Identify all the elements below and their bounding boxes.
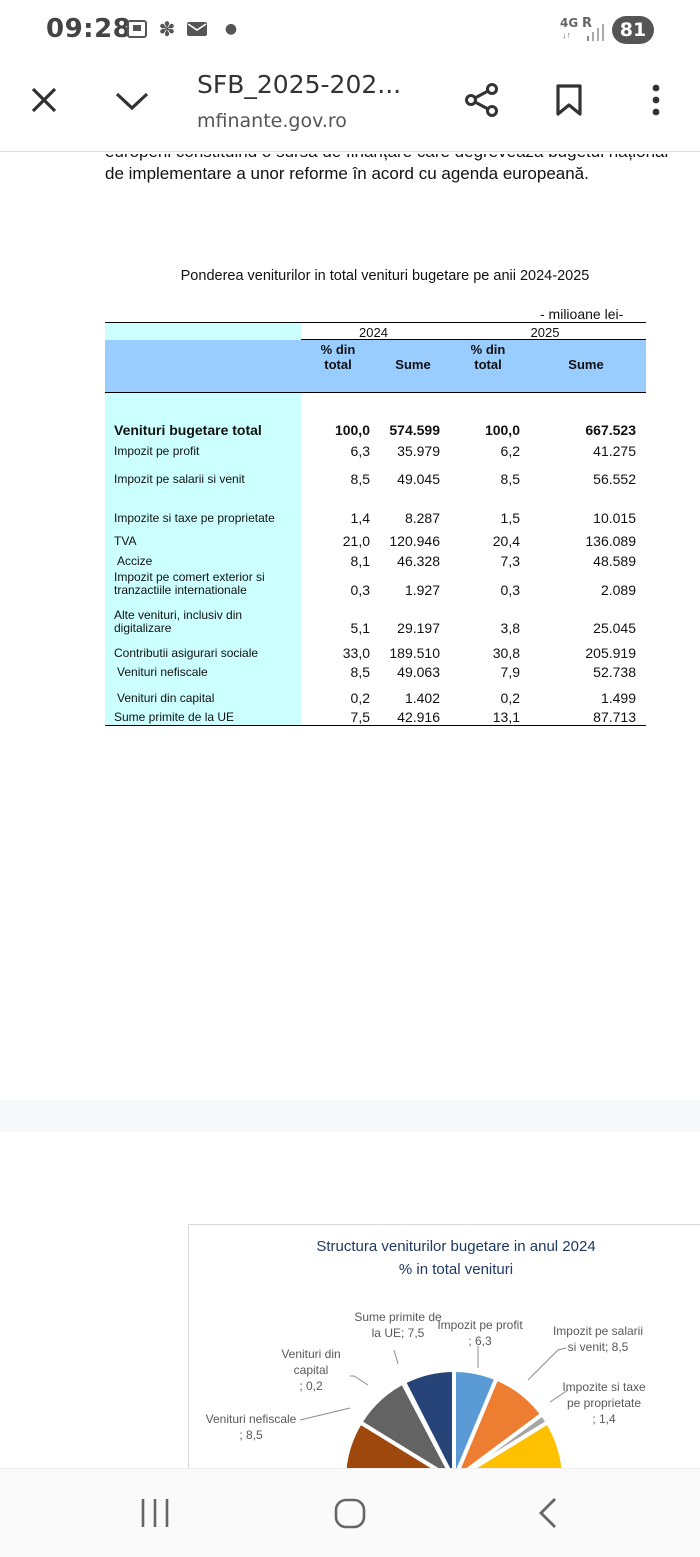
table-cell: 52.738 (593, 664, 636, 680)
table-top-rule (105, 322, 646, 323)
row-label (114, 535, 299, 548)
pie-data-label (556, 1379, 652, 1427)
table-cell: 100,0 (334, 422, 370, 438)
table-cell: 0,2 (350, 690, 370, 706)
row-label-line: Contributii asigurari sociale (114, 646, 259, 660)
table-cell: 56.552 (593, 471, 636, 487)
table-cell: 33,0 (342, 645, 370, 661)
table-cell: 20,4 (492, 533, 520, 549)
table-cell: 0,3 (350, 582, 370, 598)
table-bottom-rule (105, 725, 646, 726)
chart-title: Structura veniturilor bugetare in anul 2024 (316, 1238, 596, 1255)
row-label-line: digitalizare (114, 621, 172, 635)
leader-line (350, 1376, 368, 1385)
pie-data-label-line: ; 6,3 (468, 1334, 492, 1348)
table-cell: 7,9 (500, 664, 520, 680)
mail-icon (186, 18, 208, 40)
year-header: 2025 (530, 325, 560, 340)
pie-data-label-line: Impozit pe profit (437, 1318, 523, 1332)
close-icon[interactable] (28, 84, 60, 121)
table-unit: - milioane lei- (540, 306, 624, 322)
row-label-line: Sume primite de la UE (114, 710, 235, 724)
row-label-line: tranzactiile internationale (114, 583, 247, 597)
table-cell: 29.197 (397, 620, 440, 636)
row-label (114, 445, 299, 458)
table-cell: 87.713 (593, 709, 636, 725)
more-vert-icon[interactable] (648, 82, 664, 123)
table-cell: 8,5 (500, 471, 520, 487)
row-label-line: Venituri bugetare total (114, 422, 262, 438)
pie-data-label-line: pe proprietate (566, 1396, 642, 1410)
pie-data-label (548, 1323, 648, 1355)
table-cell: 7,5 (350, 709, 370, 725)
table-cell: 8.287 (404, 510, 440, 526)
row-label (114, 609, 299, 635)
table-caption: Ponderea veniturilor in total venituri bugetare pe anii 2024-2025 (180, 268, 590, 284)
row-label-line: Impozit pe salarii si venit (114, 472, 245, 486)
pie-data-label-line: Venituri din (281, 1347, 341, 1361)
table-cell: 48.589 (593, 553, 636, 569)
leader-line (300, 1408, 350, 1420)
row-label (114, 647, 299, 660)
pie-data-label-line: Venituri nefiscale (205, 1412, 297, 1426)
table-cell: 0,2 (500, 690, 520, 706)
document-domain: mfinante.gov.ro (197, 110, 347, 132)
back-icon[interactable] (534, 1496, 562, 1535)
row-label (114, 424, 299, 437)
row-label (117, 692, 302, 705)
table-cell: 5,1 (350, 620, 370, 636)
table-cell: 3,8 (500, 620, 520, 636)
pie-data-label-line: Sume primite de (354, 1310, 442, 1324)
row-label-line: Impozit pe comert exterior si (114, 570, 265, 584)
row-label-line: Venituri nefiscale (117, 665, 208, 679)
document-title: SFB_2025-202... (197, 70, 402, 99)
table-cell: 120.946 (389, 533, 440, 549)
table-cell: 1.499 (600, 690, 636, 706)
table-cell: 8,5 (350, 664, 370, 680)
table-cell: 30,8 (492, 645, 520, 661)
pie-data-label (196, 1411, 306, 1443)
bookmark-icon[interactable] (554, 83, 584, 122)
table-cell: 49.063 (397, 664, 440, 680)
pie-data-label (348, 1309, 448, 1341)
recent-apps-icon[interactable] (138, 1496, 172, 1535)
table-cell: 0,3 (500, 582, 520, 598)
row-label-line: Impozit pe profit (114, 444, 200, 458)
table-cell: 46.328 (397, 553, 440, 569)
home-icon[interactable] (333, 1496, 367, 1535)
table-cell: 25.045 (593, 620, 636, 636)
table-cell: 2.089 (600, 582, 636, 598)
pinwheel-icon: ✽ (158, 17, 176, 41)
document-text-line: de implementare a unor reforme în acord cu agenda europeană. (105, 164, 589, 183)
battery-indicator: 81 (612, 16, 654, 44)
table-cell: 35.979 (397, 443, 440, 459)
chart-subtitle: % in total venituri (398, 1261, 514, 1278)
pie-data-label-line: Impozite si taxe (562, 1380, 646, 1394)
table-cell: 41.275 (593, 443, 636, 459)
table-cell: 574.599 (389, 422, 440, 438)
table-cell: 1.927 (404, 582, 440, 598)
pie-data-label-line: la UE; 7,5 (371, 1326, 425, 1340)
roaming-indicator: R (582, 16, 593, 31)
row-label-line: TVA (114, 534, 137, 548)
data-arrows-icon: ↓↑ (562, 30, 571, 40)
share-icon[interactable] (464, 82, 500, 123)
pie-data-label-line: ; 1,4 (592, 1412, 616, 1426)
network-type: 4G (560, 16, 579, 30)
table-cell: 10.015 (593, 510, 636, 526)
column-header-pct: total (324, 357, 352, 372)
table-cell: 100,0 (484, 422, 520, 438)
row-label-line: Venituri din capital (117, 691, 215, 705)
table-cell: 13,1 (492, 709, 520, 725)
table-cell: 667.523 (585, 422, 636, 438)
year-header: 2024 (359, 325, 388, 340)
table-cell: 189.510 (389, 645, 440, 661)
row-label-line: Alte venituri, inclusiv din (114, 608, 243, 622)
row-label (114, 711, 299, 724)
table-cell: 8,5 (350, 471, 370, 487)
row-label (117, 555, 302, 568)
chevron-down-icon[interactable] (114, 86, 150, 119)
pie-data-label-line: capital (293, 1363, 329, 1377)
gallery-icon (126, 18, 148, 40)
table-cell: 6,2 (500, 443, 520, 459)
table-cell: 6,3 (350, 443, 370, 459)
table-cell: 1,5 (500, 510, 520, 526)
row-label (114, 473, 299, 486)
table-cell: 49.045 (397, 471, 440, 487)
pie-data-label (270, 1346, 352, 1394)
column-header-pct: total (474, 357, 502, 372)
row-label (114, 512, 299, 525)
column-header-pct: % din (320, 342, 356, 357)
table-cell: 42.916 (397, 709, 440, 725)
pie-data-label-line: ; 0,2 (299, 1379, 323, 1393)
pie-data-label-line: si venit; 8,5 (567, 1340, 629, 1354)
row-label-line: Accize (117, 554, 153, 568)
table-cell: 21,0 (342, 533, 370, 549)
signal-icon (584, 22, 606, 47)
row-label-line: Impozite si taxe pe proprietate (114, 511, 275, 525)
column-header-pct: % din (470, 342, 506, 357)
table-cell: 8,1 (350, 553, 370, 569)
status-time: 09:28 (46, 14, 132, 44)
table-cell: 136.089 (585, 533, 636, 549)
pie-data-label-line: Impozit pe salarii (552, 1324, 644, 1338)
pie-data-label-line: ; 8,5 (239, 1428, 263, 1442)
leader-line (394, 1350, 398, 1364)
table-header-rule (105, 392, 646, 393)
revenue-table (105, 322, 646, 726)
row-label (117, 666, 302, 679)
table-cell: 7,3 (500, 553, 520, 569)
table-cell: 1,4 (350, 510, 370, 526)
dot-icon: ● (224, 21, 238, 37)
page-separator (0, 1100, 700, 1132)
column-header-sum: Sume (395, 357, 431, 372)
table-cell: 205.919 (585, 645, 636, 661)
table-cell: 1.402 (404, 690, 440, 706)
column-header-sum: Sume (568, 357, 604, 372)
row-label (114, 571, 299, 597)
